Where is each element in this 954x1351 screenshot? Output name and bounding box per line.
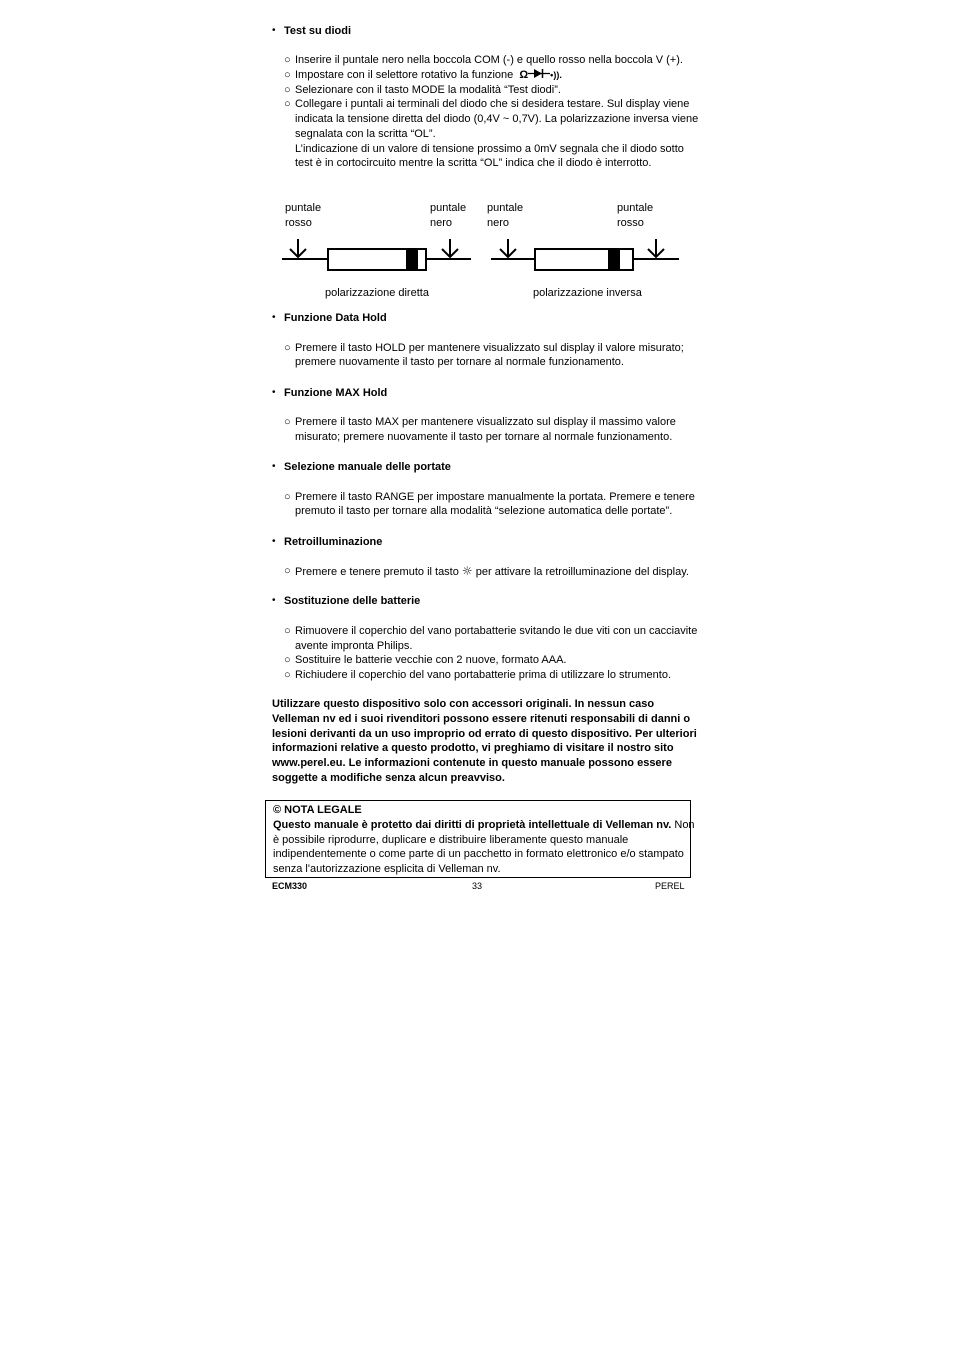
list-item: Inserire il puntale nero nella boccola COM (-) e quello rosso nella boccola V (+). [295, 54, 683, 66]
probe-label: puntale [430, 202, 467, 214]
section-heading-data-hold: Funzione Data Hold [284, 312, 387, 324]
legal-notice-line: senza l'autorizzazione esplicita di Velleman nv. [273, 863, 501, 875]
section-heading-backlight: Retroilluminazione [284, 536, 383, 548]
sub-bullet-icon: ○ [284, 565, 291, 577]
list-item-line: Rimuovere il coperchio del vano portabatterie svitando le due viti con un cacciavite [295, 625, 698, 637]
probe-label: puntale [285, 202, 322, 214]
sub-bullet-icon: ○ [284, 342, 291, 354]
disclaimer-paragraph [272, 697, 697, 786]
diode-polarity-diagram [270, 195, 690, 300]
bullet-icon: • [272, 312, 276, 323]
section-heading-range: Selezione manuale delle portate [284, 461, 451, 473]
disclaimer-line: www.perel.eu. Le informazioni contenute in questo manuale possono essere [272, 757, 672, 770]
list-item-line: Premere il tasto RANGE per impostare manualmente la portata. Premere e tenere [295, 491, 695, 503]
section-heading-diode-test: Test su diodi [284, 25, 352, 37]
legal-notice-box [265, 800, 695, 878]
list-item-line: segnalata con la scritta “OL”. [295, 128, 436, 140]
footer-page-number: 33 [472, 881, 483, 891]
probe-arrow-icon [648, 239, 664, 257]
list-item-line: Collegare i puntali ai terminali del diodo che si desidera testare. Sul display viene [295, 98, 690, 110]
bullet-icon: • [272, 536, 276, 547]
list-item-line: Premere il tasto MAX per mantenere visualizzato sul display il massimo valore [295, 416, 676, 428]
probe-arrow-icon [442, 239, 458, 257]
section-heading-max-hold: Funzione MAX Hold [284, 387, 388, 399]
sub-bullet-icon: ○ [284, 54, 291, 66]
list-item-line: indicata la tensione diretta del diodo (0,4V ~ 0,7V). La polarizzazione inversa viene [295, 113, 699, 125]
list-item-line: Premere il tasto HOLD per mantenere visualizzato sul display il valore misurato; [295, 342, 684, 354]
list-item: Selezionare con il tasto MODE la modalità “Test diodi”. [295, 84, 561, 96]
probe-arrow-icon [290, 239, 306, 257]
sub-bullet-icon: ○ [284, 69, 291, 81]
section-heading-battery: Sostituzione delle batterie [284, 595, 421, 607]
backlight-sun-icon: ☼ [461, 564, 473, 578]
sub-bullet-icon: ○ [284, 98, 291, 110]
probe-label: rosso [285, 217, 312, 229]
sub-bullet-icon: ○ [284, 491, 291, 503]
sub-bullet-icon: ○ [284, 669, 291, 681]
sub-bullet-icon: ○ [284, 416, 291, 428]
sub-bullet-icon: ○ [284, 654, 291, 666]
list-item-line: premuto il tasto per tornare alla modalità “selezione automatica delle portate”. [295, 505, 673, 517]
function-selector-symbol: Ω •)). [519, 69, 562, 81]
list-item: Richiudere il coperchio del vano portabatterie prima di utilizzare lo strumento. [295, 669, 672, 681]
probe-label: puntale [487, 202, 524, 214]
caption-forward-bias: polarizzazione diretta [325, 287, 429, 299]
list-item: Impostare con il selettore rotativo la funzione Ω •)). [295, 69, 562, 81]
disclaimer-line: lesioni derivanti da un uso improprio od errato di questo dispositivo. Per ulteriori [272, 727, 697, 740]
footer-brand: PEREL [655, 881, 685, 891]
footer-model: ECM330 [272, 881, 308, 891]
list-item: Sostituire le batterie vecchie con 2 nuove, formato AAA. [295, 654, 567, 666]
sound-icon: • [550, 70, 554, 80]
disclaimer-line: Utilizzare questo dispositivo solo con accessori originali. In nessun caso [272, 698, 655, 710]
list-item-line: avente impronta Philips. [295, 640, 413, 652]
diode-reverse-bias [491, 239, 679, 270]
bullet-icon: • [272, 595, 276, 606]
list-item-line: L’indicazione di un valore di tensione prossimo a 0mV segnala che il diodo sotto [295, 143, 684, 155]
legal-notice-line: è possibile riprodurre, duplicare e distribuire liberamente questo manuale [273, 834, 629, 846]
legal-notice-line: Questo manuale è protetto dai diritti di proprietà intellettuale di Velleman nv. Non [273, 819, 695, 831]
probe-label: rosso [617, 217, 644, 229]
list-item-line: premere nuovamente il tasto per tornare al normale funzionamento. [295, 356, 624, 368]
disclaimer-line: soggette a modifiche senza alcun preavviso. [272, 771, 505, 784]
probe-label: puntale [617, 202, 654, 214]
probe-arrow-icon [500, 239, 516, 257]
list-item-line: test è in cortocircuito mentre la scritta “OL” indica che il diodo è interrotto. [295, 157, 652, 169]
bullet-icon: • [272, 387, 276, 398]
list-item-line: misurato; premere nuovamente il tasto per tornare al normale funzionamento. [295, 431, 673, 443]
bullet-icon: • [272, 461, 276, 472]
legal-notice-title: © NOTA LEGALE [273, 804, 362, 816]
sub-bullet-icon: ○ [284, 84, 291, 96]
diode-symbol-icon [528, 68, 550, 79]
probe-label: nero [487, 217, 510, 229]
diode-forward-bias [282, 239, 471, 270]
probe-label: nero [430, 217, 453, 229]
sub-bullet-icon: ○ [284, 625, 291, 637]
list-item: Premere e tenere premuto il tasto ☼ per attivare la retroilluminazione del display. [295, 564, 689, 578]
bullet-icon: • [272, 25, 276, 36]
legal-notice-line: indipendentemente o come parte di un pacchetto in formato elettronico e/o stampato [273, 848, 684, 860]
caption-reverse-bias: polarizzazione inversa [533, 287, 642, 299]
disclaimer-line: informazioni relative a questo prodotto, vi preghiamo di visitare il nostro sito [272, 742, 674, 755]
disclaimer-line: Velleman nv ed i suoi rivenditori possono essere ritenuti responsabili di danni o [272, 712, 691, 725]
